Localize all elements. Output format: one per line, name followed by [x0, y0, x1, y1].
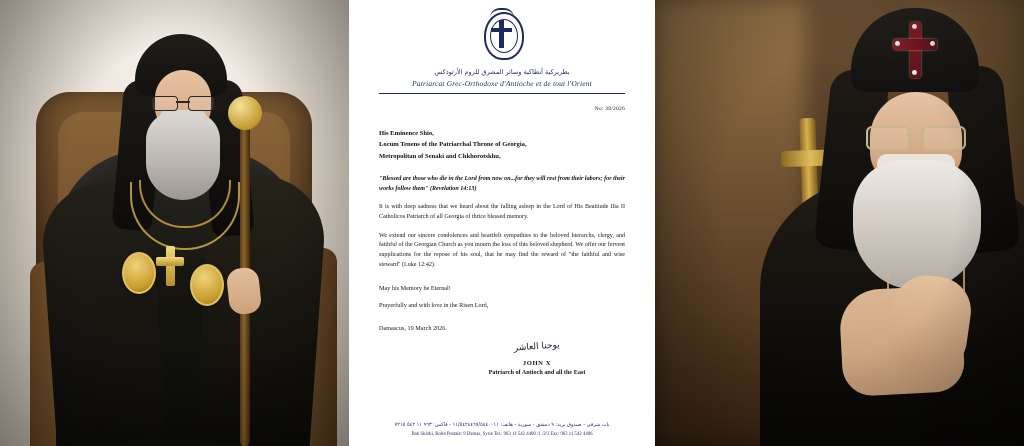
- letter-body: [349, 0, 655, 446]
- pectoral-cross-icon: [156, 246, 184, 286]
- hand-gripping-crozier: [226, 266, 263, 315]
- left-photo-panel: [0, 0, 349, 446]
- signatory-name: JOHN X: [522, 359, 552, 367]
- letter-addressee: [379, 128, 625, 163]
- letter-paragraph-1: It is with deep sadness that we heard about the falling asleep in the Lord of His Beatitude Ilia II Catholicos Patriarch of all Georgia of thrice blessed memory.: [379, 204, 625, 220]
- jeweled-cross-icon: [893, 22, 937, 78]
- eyeglasses-icon: [866, 126, 966, 146]
- footer-latin-contact: Bab Shàrki, Boite Postale: 9 Damas, Syrie Tel.: 963 11 542 4400 /1 /2/3 Fax: 963 11 542 4406: [411, 431, 593, 437]
- addressee-line-3: Metropolitan of Senaki and Chkhorotskhu,: [379, 152, 501, 160]
- memory-eternal-line: May his Memory be Eternal!: [379, 284, 451, 292]
- letterhead-arabic: بطريركية أنطاكية وسائر المشرق للروم الأرثوذكس: [434, 68, 570, 76]
- panagia-medallion-left: [122, 252, 156, 294]
- handwritten-signature: يوحنا العاشر: [513, 339, 560, 354]
- right-photo-panel: [655, 0, 1024, 446]
- letter-footer: [367, 422, 637, 438]
- signatory-title: Patriarch of Antioch and all the East: [488, 368, 586, 376]
- letter-reference-number: No: 38/2026: [594, 105, 625, 112]
- panagia-medallion-right: [190, 264, 224, 306]
- crozier-top-ornament: [228, 96, 262, 130]
- addressee-line-1: His Eminence Shio,: [379, 129, 434, 137]
- letter-place-date: Damascus, 19 March 2026.: [379, 324, 447, 332]
- addressee-line-2: Locum Tenens of the Patriarchal Throne of Georgia,: [379, 141, 527, 149]
- scripture-quote: "Blessed are those who die in the Lord from now on...for they will rest from their labors; for their works follow them" (Revelation 14:13): [379, 176, 625, 192]
- signature-block: [379, 339, 625, 376]
- letter-closing-line: Prayerfully and with love in the Risen Lord,: [379, 301, 489, 309]
- eyeglasses-icon: [152, 96, 214, 109]
- letter-paragraph-2: We extend our sincere condolences and heartfelt sympathies to the beloved hierarchs, clergy, and faithful of the Georgian Church as you mourn the loss of this beloved shepherd. We offer our fervent supplications for the repose of his soul, that he may find the reward of "the faithful and wise steward" (Luke 12:42).: [379, 232, 625, 268]
- condolence-letter-panel: [349, 0, 655, 446]
- patriarchal-seal-icon: [476, 10, 528, 66]
- footer-arabic-contact: باب شرقي - صندوق بريد: ٩ دمشق - سورية - هاتف: ١١/٥٤٢٤٤٦٧/٥٤٤٠٠١١ - فاكس: ٩٦٣ ١١ ٥٤٢ ٧٢١٥: [394, 422, 610, 429]
- letterhead-latin: Patriarcat Grec-Orthodoxe d'Antioche et de tout l'Orient: [379, 79, 625, 94]
